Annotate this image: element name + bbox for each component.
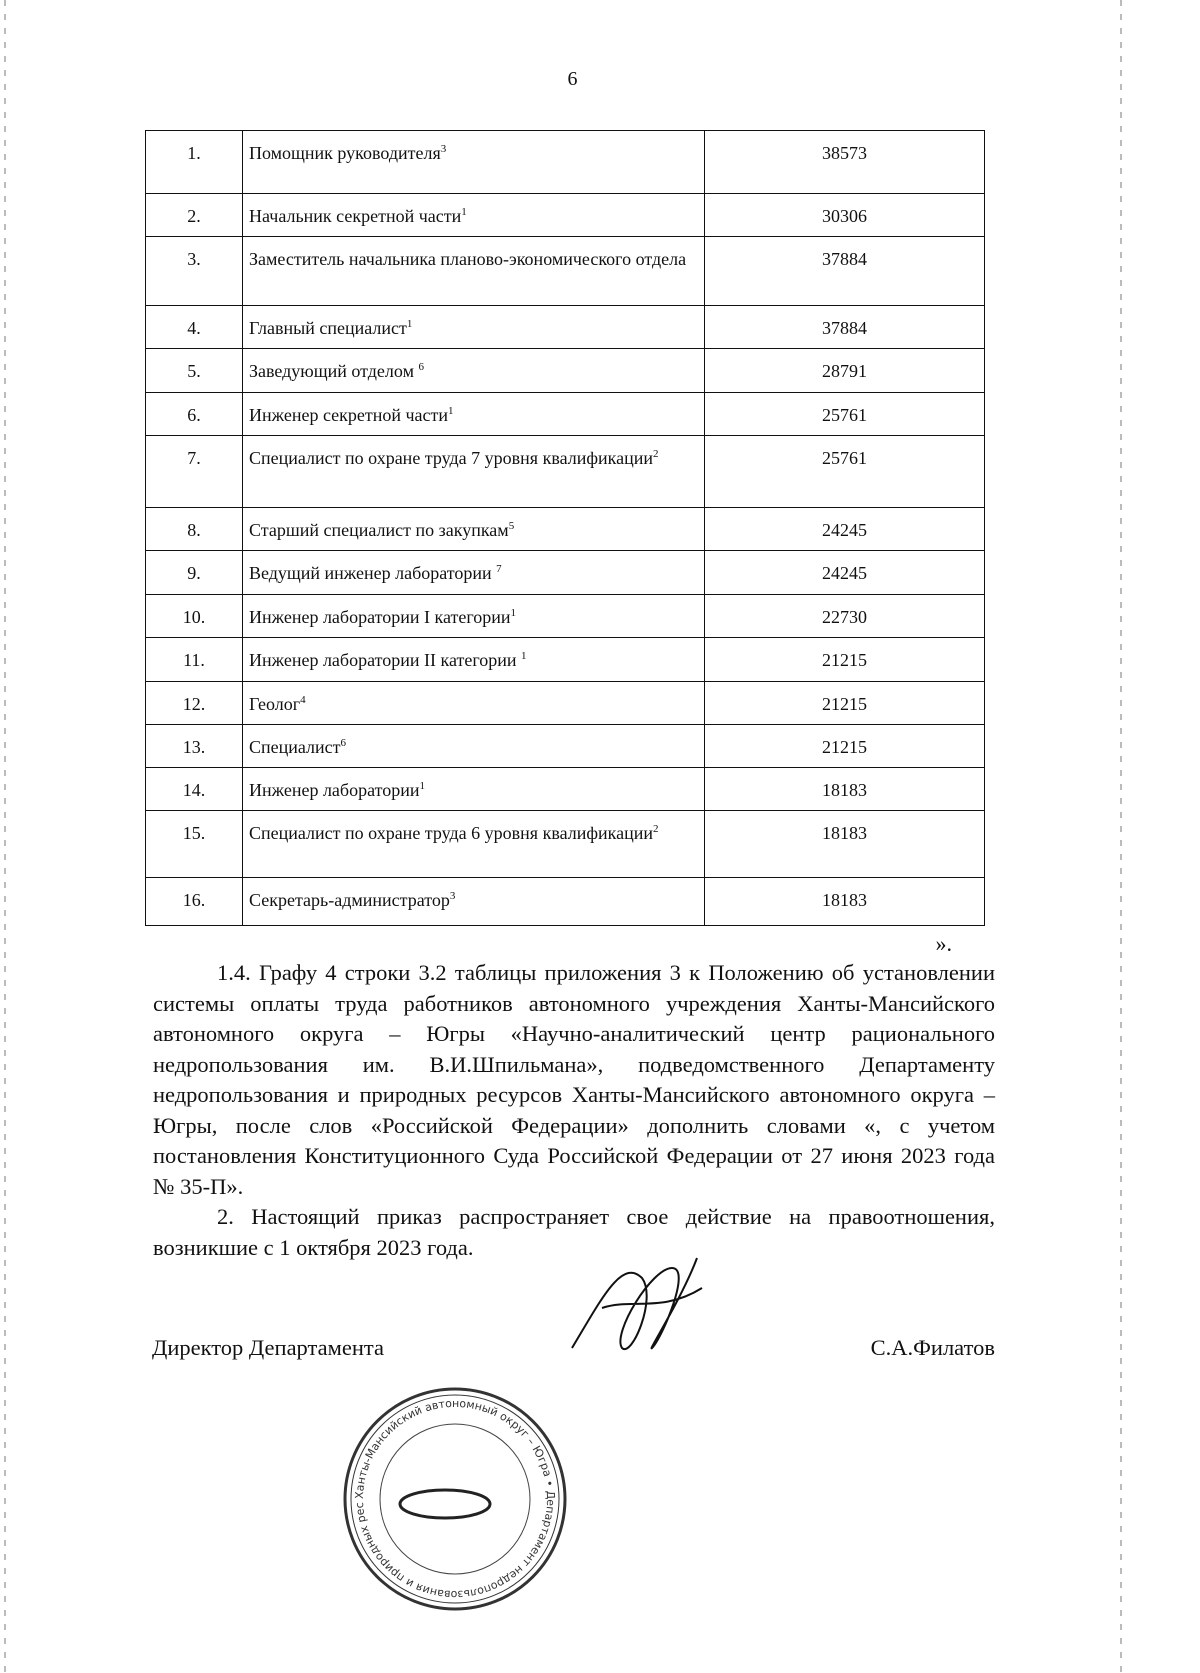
title-text: Инженер лаборатории xyxy=(249,780,420,800)
position-title xyxy=(243,638,705,682)
title-text: Секретарь-администратор xyxy=(249,890,450,910)
table-row xyxy=(146,682,985,725)
stamp-lettering: Ханты-Мансийский автономный округ – Югра • Департамент недропользования и природных рес xyxy=(352,1396,558,1602)
official-stamp xyxy=(335,1379,575,1619)
title-text: Специалист по охране труда 6 уровня квалификации xyxy=(249,823,654,843)
footnote-mark: 5 xyxy=(508,520,515,532)
salary-value: 18183 xyxy=(705,878,985,926)
table-row xyxy=(146,131,985,194)
table-row xyxy=(146,194,985,237)
position-title xyxy=(243,508,705,551)
position-title xyxy=(243,194,705,237)
table-row xyxy=(146,237,985,306)
table-row xyxy=(146,436,985,508)
table-row xyxy=(146,768,985,811)
salary-value: 21215 xyxy=(705,638,985,682)
row-number: 15. xyxy=(146,811,243,878)
salary-value: 38573 xyxy=(705,131,985,194)
signature-scribble xyxy=(562,1238,712,1378)
position-title xyxy=(243,725,705,768)
table-row xyxy=(146,508,985,551)
title-text: Помощник руководителя xyxy=(249,143,441,163)
title-text: Ведущий инженер лаборатории xyxy=(249,563,497,583)
paragraph-1-4: 1.4. Графу 4 строки 3.2 таблицы приложения 3 к Положению об установлении системы оплаты труда работников автономного учреждения Ханты-Мансийского автономного округа – Югры «Научно-аналитический центр рационального недропользования им. В.И.Шпильмана», подведомственного Департаменту недропользования и природных ресурсов Ханты-Мансийского автономного округа – Югры, после слов «Российской Федерации» дополнить словами «, с учетом постановления Конституционного Суда Российской Федерации от 27 июня 2023 года № 35-П». xyxy=(153,960,995,1199)
title-text: Геолог xyxy=(249,694,301,714)
position-title xyxy=(243,349,705,393)
table-row xyxy=(146,551,985,595)
salary-table xyxy=(145,130,985,926)
row-number: 7. xyxy=(146,436,243,508)
footnote-mark: 1 xyxy=(448,405,454,417)
signature-row xyxy=(152,1333,995,1367)
footnote-mark: 1 xyxy=(406,318,413,330)
table-row xyxy=(146,393,985,436)
table-row xyxy=(146,725,985,768)
scan-edge-right xyxy=(1120,0,1122,1673)
table-row xyxy=(146,306,985,349)
stamp-area xyxy=(335,1379,575,1619)
row-number: 9. xyxy=(146,551,243,595)
salary-value: 25761 xyxy=(705,393,985,436)
salary-value: 30306 xyxy=(705,194,985,237)
page-number: 6 xyxy=(567,68,578,90)
row-number: 16. xyxy=(146,878,243,926)
footnote-mark: 1 xyxy=(419,780,425,792)
footnote-mark: 1 xyxy=(461,206,467,218)
document-body xyxy=(145,130,997,1619)
position-title xyxy=(243,682,705,725)
position-title xyxy=(243,237,705,306)
footnote-mark: 1 xyxy=(510,607,517,619)
footnote-mark: 2 xyxy=(653,448,659,460)
row-number: 5. xyxy=(146,349,243,393)
footnote-mark: 4 xyxy=(300,694,306,706)
row-number: 11. xyxy=(146,638,243,682)
salary-value: 18183 xyxy=(705,768,985,811)
title-text: Заместитель начальника планово-экономического отдела xyxy=(249,249,687,269)
salary-value: 25761 xyxy=(705,436,985,508)
footnote-mark: 6 xyxy=(340,737,347,749)
salary-value: 24245 xyxy=(705,551,985,595)
salary-value: 21215 xyxy=(705,682,985,725)
salary-value: 24245 xyxy=(705,508,985,551)
title-text: Начальник секретной части xyxy=(249,206,462,226)
signatory-name: С.А.Филатов xyxy=(870,1335,995,1360)
position-title xyxy=(243,436,705,508)
table-row xyxy=(146,595,985,638)
footnote-mark: 6 xyxy=(418,361,424,373)
title-text: Инженер секретной части xyxy=(249,405,449,425)
salary-value: 37884 xyxy=(705,306,985,349)
title-text: Старший специалист по закупкам xyxy=(249,520,509,540)
position-title xyxy=(243,878,705,926)
scan-edge-left xyxy=(4,0,6,1673)
title-text: Специалист xyxy=(249,737,341,757)
row-number: 4. xyxy=(146,306,243,349)
salary-value: 21215 xyxy=(705,725,985,768)
row-number: 13. xyxy=(146,725,243,768)
footnote-mark: 1 xyxy=(521,650,527,662)
salary-value: 22730 xyxy=(705,595,985,638)
row-number: 14. xyxy=(146,768,243,811)
salary-value: 37884 xyxy=(705,237,985,306)
table-row xyxy=(146,349,985,393)
position-title xyxy=(243,768,705,811)
row-number: 2. xyxy=(146,194,243,237)
title-text: Заведующий отделом xyxy=(249,361,419,381)
title-text: Главный специалист xyxy=(249,318,407,338)
row-number: 8. xyxy=(146,508,243,551)
footnote-mark: 7 xyxy=(496,563,502,575)
table-row xyxy=(146,638,985,682)
title-text: Специалист по охране труда 7 уровня квалификации xyxy=(249,448,654,468)
row-number: 6. xyxy=(146,393,243,436)
table-row xyxy=(146,878,985,926)
title-text: Инженер лаборатории I категории xyxy=(249,607,511,627)
position-title xyxy=(243,393,705,436)
row-number: 3. xyxy=(146,237,243,306)
paragraph-2: 2. Настоящий приказ распространяет свое действие на правоотношения, возникшие с 1 октября 2023 года. xyxy=(153,1204,995,1260)
position-title xyxy=(243,811,705,878)
title-text: Инженер лаборатории II категории xyxy=(249,650,522,670)
footnote-mark: 2 xyxy=(653,823,659,835)
position-title xyxy=(243,306,705,349)
position-title xyxy=(243,595,705,638)
row-number: 1. xyxy=(146,131,243,194)
quote-close: ». xyxy=(935,931,952,956)
signatory-position: Директор Департамента xyxy=(152,1335,384,1360)
table-row xyxy=(146,811,985,878)
row-number: 10. xyxy=(146,595,243,638)
salary-value: 18183 xyxy=(705,811,985,878)
footnote-mark: 3 xyxy=(449,890,456,902)
footnote-mark: 3 xyxy=(440,143,447,155)
position-title xyxy=(243,131,705,194)
position-title xyxy=(243,551,705,595)
row-number: 12. xyxy=(146,682,243,725)
salary-value: 28791 xyxy=(705,349,985,393)
